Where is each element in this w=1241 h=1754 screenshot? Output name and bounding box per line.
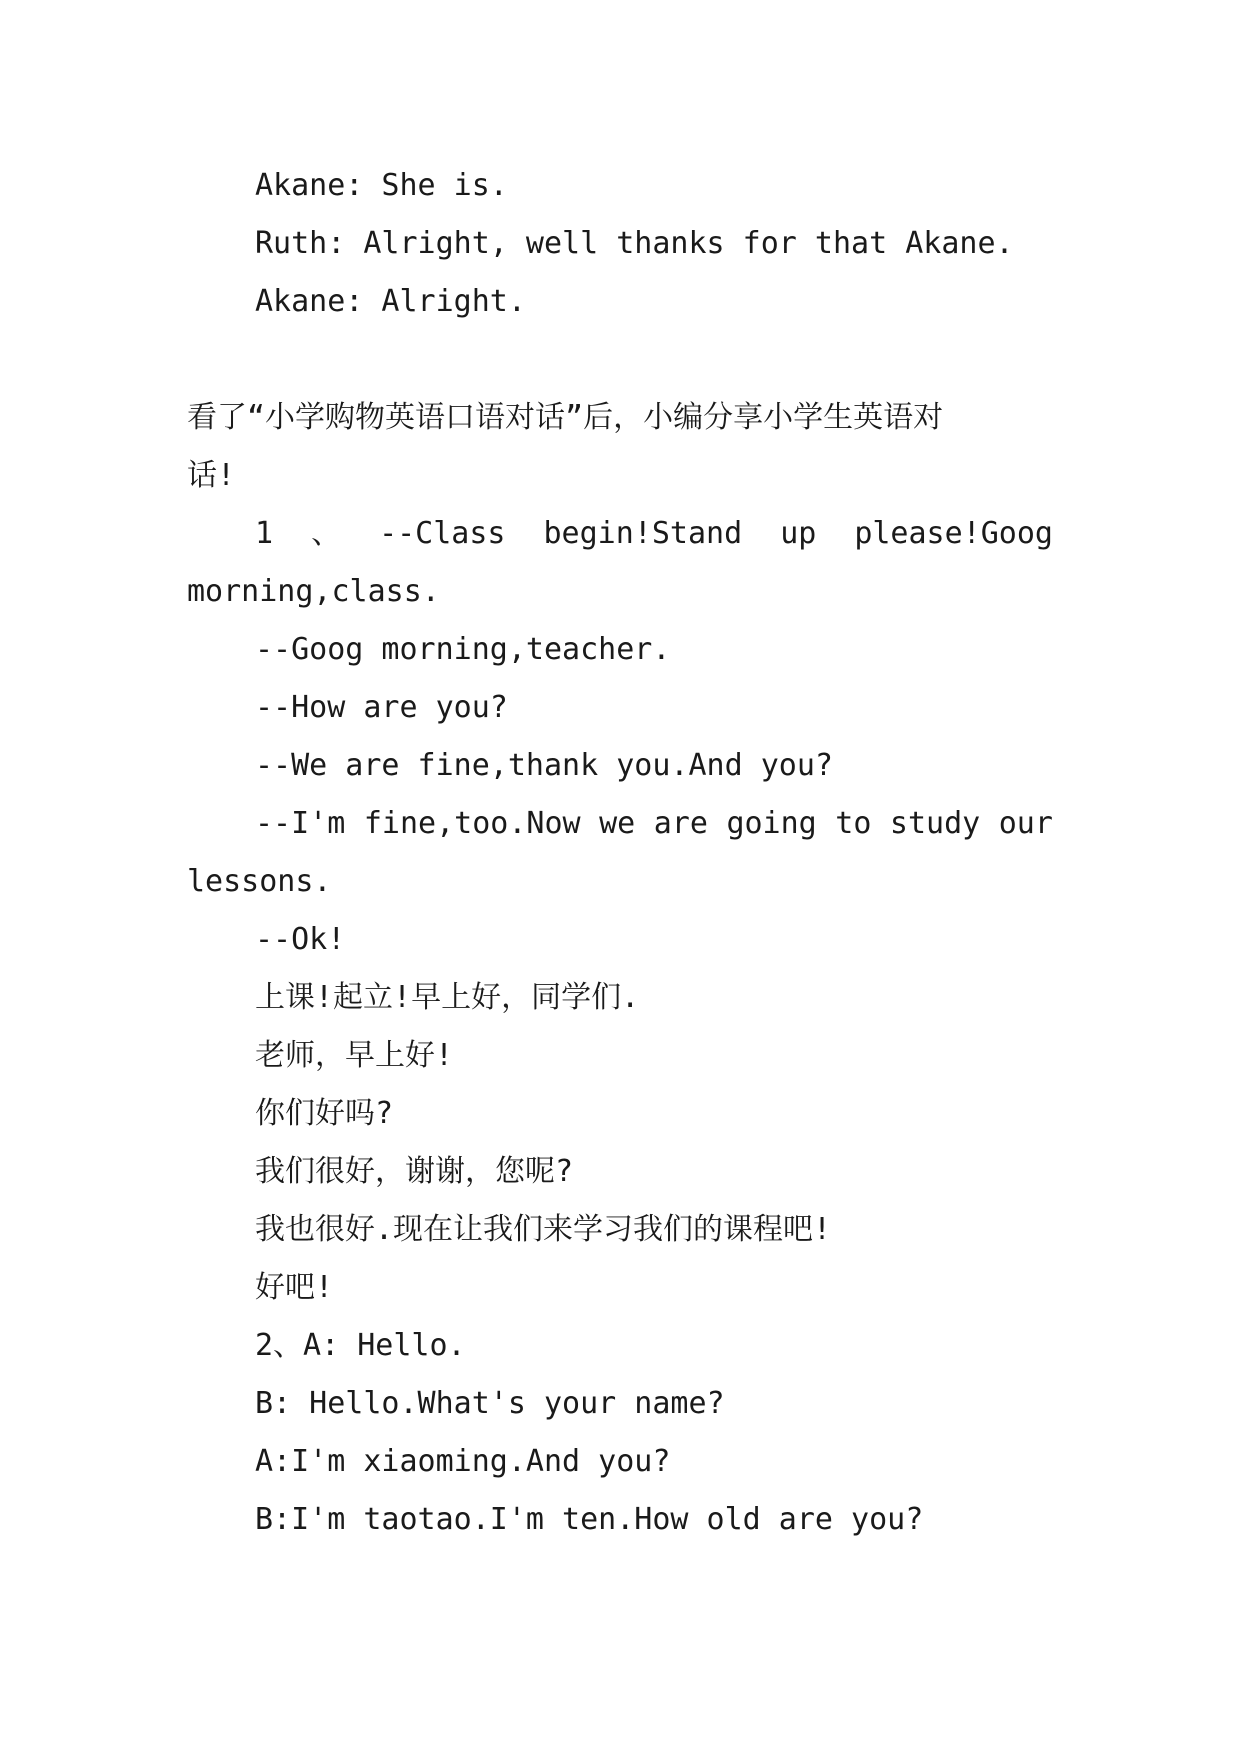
item1-zh-line: 老师，早上好! [255,1038,454,1073]
item1-zh-line: 我也很好.现在让我们来学习我们的课程吧! [255,1212,832,1247]
item1-line: --Goog morning,teacher. [255,632,671,667]
item1-zh-line: 你们好吗? [255,1096,394,1131]
word: fine,too.Now [363,806,581,841]
item1-line: --Ok! [255,922,346,957]
item2-line: A:I'm xiaoming.And you? [255,1444,671,1479]
item1-justified-line [187,804,1053,844]
intro-line: 话! [187,458,236,493]
item2-line: B:I'm taotao.I'm ten.How old are you? [255,1502,924,1537]
dialogue-line: Ruth: Alright, well thanks for that Akane. [255,226,1014,261]
word: 、 [311,516,342,551]
word: to [835,806,872,841]
word: please!Goog [854,516,1053,551]
item1-heading-line [187,514,1053,554]
item1-line: --We are fine,thank you.And you? [255,748,833,783]
word: --Class [379,516,506,551]
dialogue-line: Akane: Alright. [255,284,526,319]
document-page [187,0,1053,1754]
word: study [889,806,981,841]
word: up [780,516,817,551]
item2-line: B: Hello.What's your name? [255,1386,725,1421]
item2-line: 2、A: Hello. [255,1328,466,1363]
word: our [998,806,1053,841]
word: are [653,806,708,841]
word: --I'm [255,806,346,841]
dialogue-line: Akane: She is. [255,168,508,203]
item1-zh-line: 上课!起立!早上好，同学们. [255,980,640,1015]
word: 1 [255,516,274,551]
word: going [726,806,817,841]
item1-zh-line: 好吧! [255,1270,334,1305]
intro-line: 看了“小学购物英语口语对话”后，小编分享小学生英语对 [187,400,944,435]
item1-zh-line: 我们很好，谢谢，您呢? [255,1154,574,1189]
item1-line: --How are you? [255,690,508,725]
item1-line: morning,class. [187,574,440,609]
item1-line: lessons. [187,864,332,899]
word: we [599,806,636,841]
word: begin!Stand [543,516,743,551]
